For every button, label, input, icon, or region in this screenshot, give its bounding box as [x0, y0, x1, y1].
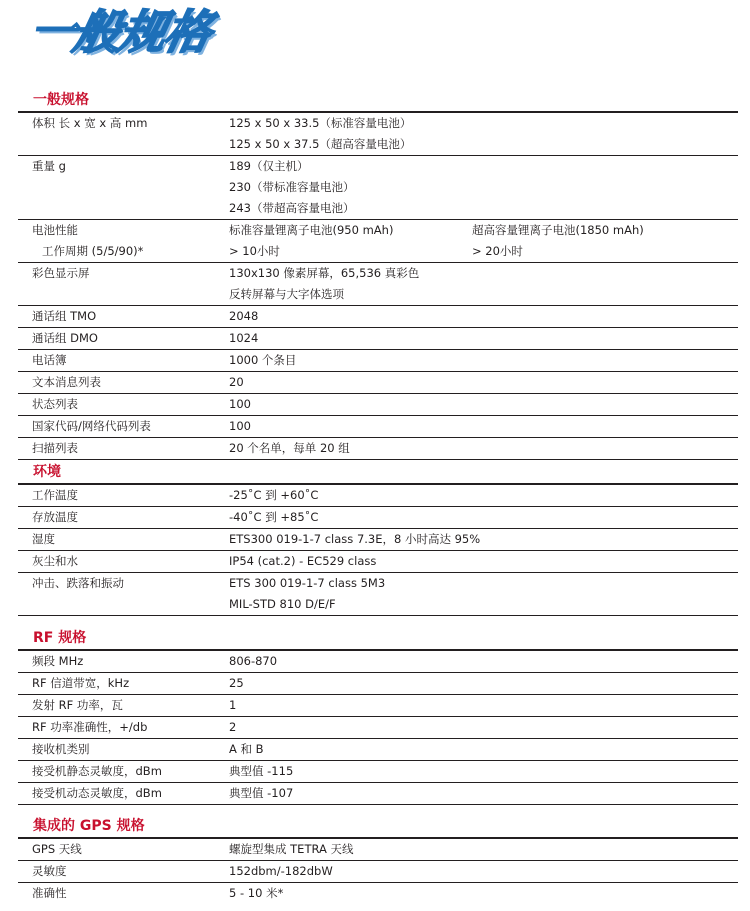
spec-value: 1000 个条目 [229, 353, 297, 367]
spec-value: 典型值 -107 [229, 786, 294, 800]
spec-label: 通话组 TMO [32, 309, 97, 323]
spec-row-storetemp [18, 507, 738, 529]
spec-value: > 20小时 [472, 244, 523, 258]
spec-row-country [18, 416, 738, 438]
spec-value: 189（仅主机） [229, 159, 309, 173]
spec-row-gps-sensitivity [18, 861, 738, 883]
spec-label: 发射 RF 功率，瓦 [32, 698, 123, 712]
spec-value: 130x130 像素屏幕，65,536 真彩色 [229, 266, 420, 280]
spec-label: RF 信道带宽，kHz [32, 676, 130, 690]
spec-label: 通话组 DMO [32, 331, 98, 345]
spec-row-phonebook [18, 350, 738, 372]
spec-label: GPS 天线 [32, 842, 82, 856]
spec-label: RF 功率准确性，+/db [32, 720, 148, 734]
spec-label: 工作温度 [32, 488, 78, 502]
spec-value: 1024 [229, 331, 259, 345]
spec-value: > 10小时 [229, 244, 280, 258]
gps-section [18, 816, 738, 904]
general-section [18, 90, 738, 460]
spec-value: MIL-STD 810 D/E/F [229, 597, 336, 611]
spec-row-scan [18, 438, 738, 460]
spec-value: 100 [229, 419, 251, 433]
spec-row-weight [18, 156, 738, 220]
spec-value: 20 个名单，每单 20 组 [229, 441, 350, 455]
section-title-environment: 环境 [18, 462, 738, 485]
spec-label: 扫描列表 [32, 441, 78, 455]
spec-sublabel: 工作周期 (5/5/90)* [42, 244, 144, 258]
section-title-rf: RF 规格 [18, 628, 738, 651]
spec-label: 接受机动态灵敏度，dBm [32, 786, 162, 800]
spec-value: A 和 B [229, 742, 264, 756]
spec-row-rxclass [18, 739, 738, 761]
spec-label: 彩色显示屏 [32, 266, 90, 280]
spec-value: 典型值 -115 [229, 764, 294, 778]
spec-label: 电话簿 [32, 353, 67, 367]
spec-label: 频段 MHz [32, 654, 84, 668]
spec-label: 电池性能 [32, 223, 78, 237]
spec-value: 2048 [229, 309, 259, 323]
spec-row-shock [18, 573, 738, 616]
spec-row-dmo [18, 328, 738, 350]
spec-value: 806-870 [229, 654, 278, 668]
spec-value: 1 [229, 698, 237, 712]
spec-row-accuracy [18, 717, 738, 739]
rf-section [18, 628, 738, 805]
spec-label: 接收机类别 [32, 742, 90, 756]
spec-label: 冲击、跌落和振动 [32, 576, 124, 590]
spec-row-display [18, 263, 738, 306]
environment-section [18, 462, 738, 616]
spec-label: 接受机静态灵敏度，dBm [32, 764, 162, 778]
spec-value: -25˚C 到 +60˚C [229, 488, 319, 502]
spec-row-optemp [18, 485, 738, 507]
spec-label: 准确性 [32, 886, 67, 900]
spec-value: 20 [229, 375, 244, 389]
spec-row-gps-antenna [18, 839, 738, 861]
spec-row-textmsg [18, 372, 738, 394]
spec-row-static [18, 761, 738, 783]
spec-row-battery [18, 220, 738, 263]
spec-value: 230（带标准容量电池） [229, 180, 355, 194]
spec-value: 25 [229, 676, 244, 690]
spec-value: 152dbm/-182dbW [229, 864, 333, 878]
spec-value: 2 [229, 720, 237, 734]
spec-value: 超高容量锂离子电池(1850 mAh) [472, 223, 644, 237]
spec-label: 体积 长 x 宽 x 高 mm [32, 116, 148, 130]
spec-label: 湿度 [32, 532, 55, 546]
spec-row-humidity [18, 529, 738, 551]
spec-row-dimensions [18, 113, 738, 156]
spec-row-dust [18, 551, 738, 573]
section-title-gps: 集成的 GPS 规格 [18, 816, 738, 839]
spec-label: 国家代码/网络代码列表 [32, 419, 151, 433]
spec-label: 状态列表 [32, 397, 78, 411]
section-title-general: 一般规格 [18, 90, 738, 113]
spec-value: 反转屏幕与大字体选项 [229, 287, 344, 301]
spec-value: ETS300 019-1-7 class 7.3E，8 小时高达 95% [229, 532, 481, 546]
spec-row-channel [18, 673, 738, 695]
spec-row-gps-accuracy [18, 883, 738, 904]
spec-value: ETS 300 019-1-7 class 5M3 [229, 576, 386, 590]
spec-row-power [18, 695, 738, 717]
banner-title: 一般规格 [24, 5, 216, 59]
spec-label: 灵敏度 [32, 864, 67, 878]
spec-label: 灰尘和水 [32, 554, 78, 568]
spec-value: 5 - 10 米* [229, 886, 284, 900]
spec-value: 125 x 50 x 37.5（超高容量电池） [229, 137, 412, 151]
spec-value: 标准容量锂离子电池(950 mAh) [229, 223, 394, 237]
spec-value: 243（带超高容量电池） [229, 201, 355, 215]
spec-value: IP54 (cat.2) - EC529 class [229, 554, 377, 568]
spec-row-dynamic [18, 783, 738, 805]
spec-label: 重量 g [32, 159, 66, 173]
spec-row-band [18, 651, 738, 673]
spec-row-status [18, 394, 738, 416]
spec-label: 文本消息列表 [32, 375, 101, 389]
spec-label: 存放温度 [32, 510, 78, 524]
spec-value: 125 x 50 x 33.5（标准容量电池） [229, 116, 412, 130]
spec-value: 螺旋型集成 TETRA 天线 [229, 842, 354, 856]
spec-value: 100 [229, 397, 251, 411]
spec-row-tmo [18, 306, 738, 328]
spec-value: -40˚C 到 +85˚C [229, 510, 319, 524]
